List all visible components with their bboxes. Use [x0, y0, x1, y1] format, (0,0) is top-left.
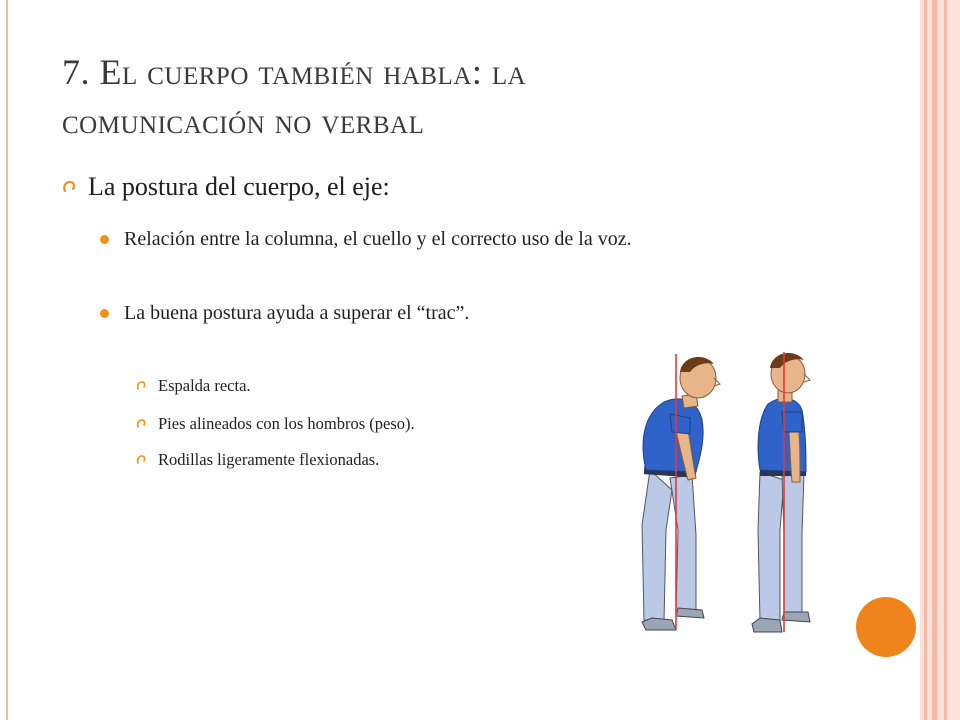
slide-title-line-2: comunicación no verbal: [62, 100, 425, 141]
upright-figure: [752, 352, 810, 632]
slide-title-line-1: 7. El cuerpo también habla: la: [62, 52, 527, 92]
tip-text: Pies alineados con los hombros (peso).: [158, 414, 415, 433]
sub-bullet-text: La buena postura ayuda a superar el “trac”.: [124, 302, 470, 324]
hook-bullet-icon: [136, 381, 146, 391]
hook-bullet-icon: [62, 180, 76, 194]
tip-text: Espalda recta.: [158, 376, 251, 395]
border-stripe: [944, 0, 947, 720]
decorative-circle: [856, 597, 916, 657]
dot-bullet-icon: [100, 309, 109, 318]
dot-bullet-icon: [100, 235, 109, 244]
slide-left-border: [6, 0, 8, 720]
slouched-figure: [642, 354, 720, 630]
hook-bullet-icon: [136, 419, 146, 429]
border-stripe: [932, 0, 937, 720]
slide-title: [62, 48, 862, 145]
hook-bullet-icon: [136, 455, 146, 465]
posture-illustration: [612, 350, 842, 640]
border-stripe: [924, 0, 927, 720]
slide-right-border: [920, 0, 960, 720]
main-bullet-text: La postura del cuerpo, el eje:: [88, 172, 390, 201]
tip-text: Rodillas ligeramente flexionadas.: [158, 450, 380, 469]
sub-bullet-text: Relación entre la columna, el cuello y el correcto uso de la voz.: [124, 228, 632, 250]
